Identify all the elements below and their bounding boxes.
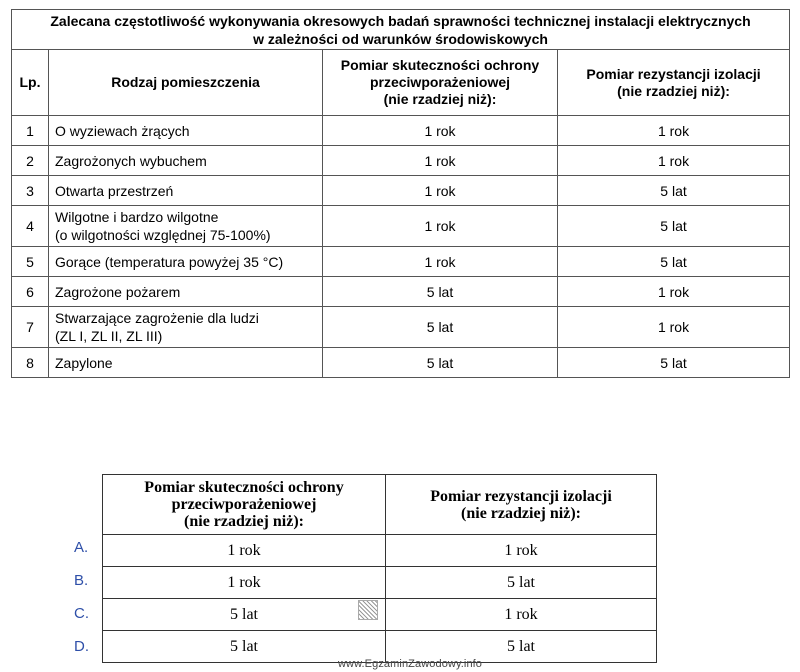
answer-letter-b[interactable]: B.	[74, 572, 89, 589]
row-lp: 5	[12, 247, 49, 277]
answer-row-a[interactable]	[103, 535, 657, 567]
row-protection: 1 rok	[323, 146, 558, 176]
header-insulation	[558, 50, 790, 116]
table-row	[12, 116, 790, 146]
header-protection	[323, 50, 558, 116]
row-insulation: 5 lat	[558, 176, 790, 206]
row-lp: 8	[12, 348, 49, 378]
row-protection: 5 lat	[323, 348, 558, 378]
answer-header-protection-line-1: Pomiar skuteczności ochrony	[144, 479, 344, 496]
answer-header-insulation-line-1: Pomiar rezystancji izolacji	[430, 487, 612, 505]
row-protection: 5 lat	[323, 277, 558, 307]
row-lp: 1	[12, 116, 49, 146]
title-line-2: w zależności od warunków środowiskowych	[253, 30, 548, 47]
table-row	[12, 176, 790, 206]
row-insulation: 5 lat	[558, 247, 790, 277]
answer-insulation: 5 lat	[386, 567, 657, 599]
answer-insulation: 1 rok	[386, 599, 657, 631]
row-lp: 6	[12, 277, 49, 307]
answer-table	[102, 474, 657, 663]
answer-letter-d[interactable]: D.	[74, 638, 89, 655]
answer-protection: 5 lat	[103, 599, 386, 631]
row-insulation: 5 lat	[558, 348, 790, 378]
answer-header-protection-line-2: przeciwporażeniowej	[171, 496, 317, 513]
answer-protection: 1 rok	[103, 567, 386, 599]
row-room: O wyziewach żrących	[49, 116, 323, 146]
row-room	[49, 307, 323, 348]
header-lp: Lp.	[12, 50, 49, 116]
row-protection: 1 rok	[323, 247, 558, 277]
answer-header-insulation-line-2: (nie rzadziej niż):	[461, 504, 581, 522]
table-row	[12, 206, 790, 247]
row-room-line-1: Stwarzające zagrożenie dla ludzi	[55, 310, 259, 326]
answer-header-row	[103, 475, 657, 535]
row-room	[49, 206, 323, 247]
row-insulation: 5 lat	[558, 206, 790, 247]
header-room: Rodzaj pomieszczenia	[49, 50, 323, 116]
row-room-line-1: Wilgotne i bardzo wilgotne	[55, 209, 219, 225]
row-room: Gorące (temperatura powyżej 35 °C)	[49, 247, 323, 277]
table-row	[12, 277, 790, 307]
row-protection: 1 rok	[323, 206, 558, 247]
table-title	[12, 10, 790, 50]
header-row	[12, 50, 790, 116]
answer-letter-a[interactable]: A.	[74, 539, 89, 556]
answer-protection: 1 rok	[103, 535, 386, 567]
row-room: Zapylone	[49, 348, 323, 378]
header-protection-line-2: przeciwporażeniowej	[369, 74, 511, 90]
answer-row-b[interactable]	[103, 567, 657, 599]
row-insulation: 1 rok	[558, 307, 790, 348]
row-room: Zagrożonych wybuchem	[49, 146, 323, 176]
table-row	[12, 146, 790, 176]
answer-row-c[interactable]	[103, 599, 657, 631]
row-room: Otwarta przestrzeń	[49, 176, 323, 206]
header-insulation-line-1: Pomiar rezystancji izolacji	[586, 65, 761, 82]
answer-insulation: 1 rok	[386, 535, 657, 567]
row-protection: 1 rok	[323, 116, 558, 146]
answer-letter-c[interactable]: C.	[74, 605, 89, 622]
row-lp: 7	[12, 307, 49, 348]
table-row	[12, 307, 790, 348]
row-insulation: 1 rok	[558, 277, 790, 307]
header-protection-line-3: (nie rzadziej niż):	[383, 91, 497, 107]
row-protection: 5 lat	[323, 307, 558, 348]
title-line-1: Zalecana częstotliwość wykonywania okresowych badań sprawności technicznej instalacji elektrycznych	[50, 12, 751, 29]
answer-header-protection-line-3: (nie rzadziej niż):	[184, 513, 304, 530]
row-insulation: 1 rok	[558, 116, 790, 146]
row-lp: 3	[12, 176, 49, 206]
row-room: Zagrożone pożarem	[49, 277, 323, 307]
header-insulation-line-2: (nie rzadziej niż):	[617, 82, 730, 99]
row-room-line-2: (ZL I, ZL II, ZL III)	[55, 328, 163, 344]
answer-insulation: 5 lat	[386, 631, 657, 663]
row-lp: 4	[12, 206, 49, 247]
header-protection-line-1: Pomiar skuteczności ochrony	[340, 57, 540, 73]
footer-watermark: www.EgzaminZawodowy.info	[338, 658, 483, 670]
row-lp: 2	[12, 146, 49, 176]
row-insulation: 1 rok	[558, 146, 790, 176]
row-room-line-2: (o wilgotności względnej 75-100%)	[55, 227, 271, 243]
table-row	[12, 247, 790, 277]
frequency-table	[11, 9, 790, 378]
row-protection: 1 rok	[323, 176, 558, 206]
info-stamp-icon	[358, 600, 378, 620]
answer-header-protection	[103, 475, 386, 535]
table-row	[12, 348, 790, 378]
answer-protection: 5 lat	[103, 631, 386, 663]
answer-header-insulation	[386, 475, 657, 535]
